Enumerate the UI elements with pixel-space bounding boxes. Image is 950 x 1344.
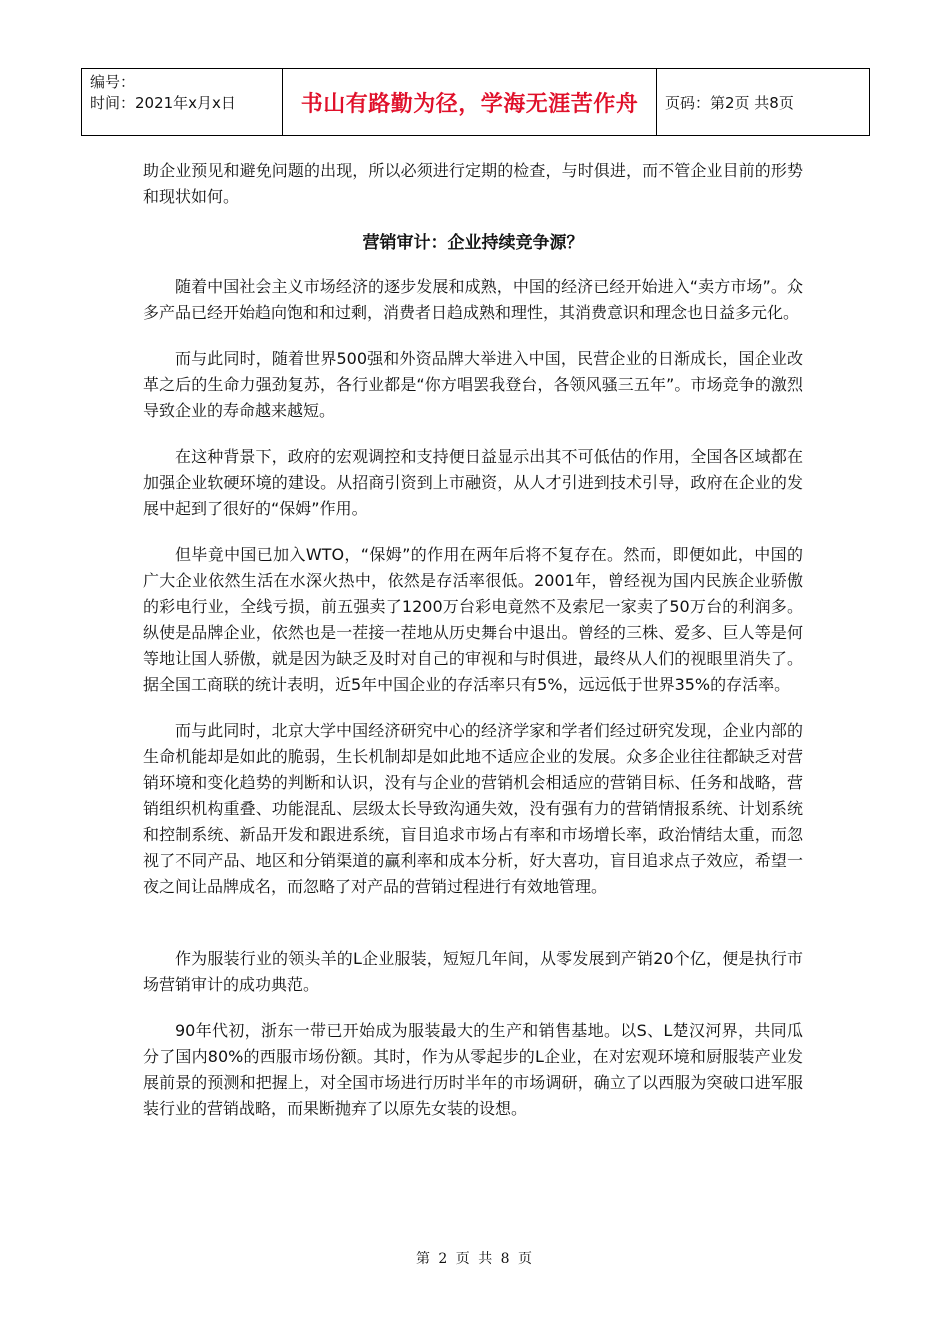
section-title: 营销审计：企业持续竞争源？: [362, 233, 584, 253]
header-motto: 书山有路勤为径，学海无涯苦作舟: [283, 69, 657, 135]
document-body: [143, 158, 803, 1142]
time-label: 时间：2021年x月x日: [90, 94, 236, 112]
number-label: 编号：: [90, 73, 136, 91]
header-page-info: 页码：第2页 共8页: [665, 93, 794, 112]
page-footer: 第 2 页 共 8 页: [415, 1251, 535, 1267]
paragraph: 但毕竟中国已加入WTO，“保姆”的作用在两年后将不复存在。然而，即便如此，中国的广大企业依然生活在水深火热中，依然是存活率很低。2001年，曾经视为国内民族企业骄傲的彩电行业，全线亏损，前五强卖了1200万台彩电竟然不及索尼一家卖了50万台的利润多。 纵使是品牌企业，依然也是一茬接一茬地从历史舞台中退出。曾经的三株、爱多、巨人等是何等地让国人骄傲，就是因为缺乏及时对自己的审视和与时俱进，最终从人们的视眼里消失了。据全国工商联的统计表明，近5年中国企业的存活率只有5%，远远低于世界35%的存活率。: [143, 545, 803, 694]
paragraph: 作为服装行业的领头羊的L企业服装，短短几年间，从零发展到产销20个亿，便是执行市场营销审计的成功典范。: [143, 949, 803, 994]
header-meta-cell: [82, 69, 283, 135]
paragraph: 在这种背景下，政府的宏观调控和支持便日益显示出其不可低估的作用，全国各区域都在加强企业软硬环境的建设。从招商引资到上市融资，从人才引进到技术引导，政府在企业的发展中起到了很好的“保姆”作用。: [143, 447, 803, 518]
paragraph: 随着中国社会主义市场经济的逐步发展和成熟，中国的经济已经开始进入“卖方市场”。众多产品已经开始趋向饱和和过剩，消费者日趋成熟和理性，其消费意识和理念也日益多元化。: [143, 277, 803, 322]
paragraph: 90年代初，浙东一带已开始成为服装最大的生产和销售基地。以S、L楚汉河界，共同瓜分了国内80%的西服市场份额。其时，作为从零起步的L企业，在对宏观环境和厨服装产业发展前景的预测和把握上，对全国市场进行历时半年的市场调研，确立了以西服为突破口进军服装行业的营销战略，而果断抛弃了以原先女装的设想。: [143, 1021, 803, 1118]
paragraph: 而与此同时，北京大学中国经济研究中心的经济学家和学者们经过研究发现，企业内部的生命机能却是如此的脆弱，生长机制却是如此地不适应企业的发展。众多企业往往都缺乏对营销环境和变化趋势的判断和认识，没有与企业的营销机会相适应的营销目标、任务和战略，营销组织机构重叠、功能混乱、层级太长导致沟通失效，没有强有力的营销情报系统、计划系统和控制系统、新品开发和跟进系统，盲目追求市场占有率和市场增长率，政治情结太重，而忽视了不同产品、地区和分销渠道的赢利率和成本分析，好大喜功，盲目追求点子效应，希望一夜之间让品牌成名，而忽略了对产品的营销过程进行有效地管理。: [143, 721, 803, 896]
page-header-table: [81, 68, 870, 136]
paragraph: 而与此同时，随着世界500强和外资品牌大举进入中国，民营企业的日渐成长，国企业改革之后的生命力强劲复苏，各行业都是“你方唱罢我登台，各领风骚三五年”。市场竞争的激烈导致企业的寿命越来越短。: [143, 349, 803, 420]
intro-continuation: 助企业预见和避免问题的出现，所以必须进行定期的检查，与时俱进，而不管企业目前的形势和现状如何。: [143, 161, 803, 206]
